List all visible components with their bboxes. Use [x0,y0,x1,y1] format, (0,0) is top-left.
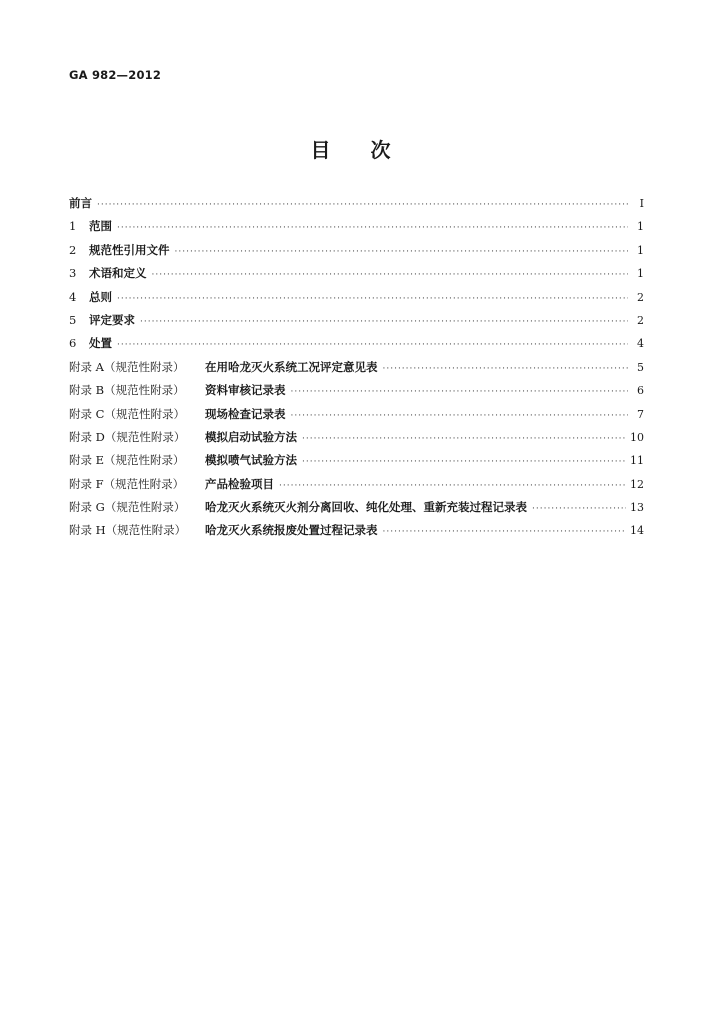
toc-entry[interactable] [69,499,644,522]
table-of-contents [69,195,644,546]
toc-entry-annex-prefix: 附录 A（规范性附录） [69,359,185,374]
toc-entry-label: 前言 [69,196,92,210]
toc-entry-page-number: 13 [630,501,644,515]
toc-entry-annex-prefix: 附录 E（规范性附录） [69,453,185,468]
toc-entry-label: 模拟喷气试验方法 [205,453,297,468]
toc-entry-annex-prefix: 附录 H（规范性附录） [69,523,187,538]
toc-entry-label: 资料审核记录表 [205,383,286,398]
toc-entry-number: 3 [69,266,77,281]
toc-entry-annex-prefix: 附录 C（规范性附录） [69,406,185,421]
toc-entry-label: 哈龙灭火系统灭火剂分离回收、纯化处理、重新充装过程记录表 [205,500,527,515]
toc-entry-annex-prefix: 附录 F（规范性附录） [69,476,185,491]
toc-entry[interactable] [69,522,644,545]
toc-entry-leader-dots [532,504,626,514]
toc-entry-page-number: 2 [637,290,644,304]
toc-entry-number: 6 [69,336,77,351]
toc-entry-page-number: 6 [637,384,644,398]
toc-entry-page-number: 1 [637,267,644,281]
toc-entry-label: 模拟启动试验方法 [205,429,297,444]
toc-entry-annex-prefix: 附录 G（规范性附录） [69,500,186,515]
toc-entry-leader-dots [291,387,629,397]
toc-entry-leader-dots [279,481,626,491]
toc-entry[interactable] [69,195,644,218]
toc-entry-label: 术语和定义 [89,266,147,281]
toc-entry-page-number: I [639,197,644,210]
toc-title: 目次 [310,138,431,162]
toc-entry-label: 总则 [89,289,112,304]
toc-entry-leader-dots [117,223,628,233]
toc-entry-leader-dots [175,247,629,257]
toc-entry-leader-dots [291,411,629,421]
toc-entry-leader-dots [97,200,628,210]
toc-entry-page-number: 1 [637,243,644,257]
toc-entry-label: 在用哈龙灭火系统工况评定意见表 [205,359,378,374]
toc-entry-leader-dots [383,364,629,374]
toc-entry-label: 现场检查记录表 [205,406,286,421]
toc-entry-page-number: 5 [637,360,644,374]
toc-entry-label: 规范性引用文件 [89,242,170,257]
toc-entry-leader-dots [117,340,628,350]
toc-entry[interactable] [69,242,644,265]
toc-entry-number: 4 [69,289,77,304]
toc-entry[interactable] [69,265,644,288]
toc-entry-leader-dots [152,270,629,280]
toc-entry-page-number: 4 [637,337,644,351]
toc-entry-label: 评定要求 [89,312,135,327]
toc-entry[interactable] [69,312,644,335]
toc-entry[interactable] [69,476,644,499]
toc-entry[interactable] [69,359,644,382]
toc-entry[interactable] [69,335,644,358]
toc-entry-annex-prefix: 附录 D（规范性附录） [69,429,186,444]
toc-entry[interactable] [69,406,644,429]
toc-entry-page-number: 7 [637,407,644,421]
toc-entry-leader-dots [302,434,626,444]
toc-entry[interactable] [69,289,644,312]
toc-entry-page-number: 14 [630,524,644,538]
toc-entry[interactable] [69,452,644,475]
toc-entry-label: 范围 [89,219,112,234]
toc-entry-leader-dots [383,527,627,537]
toc-entry-leader-dots [302,457,626,467]
toc-entry-number: 5 [69,312,77,327]
toc-entry-label: 处置 [89,336,112,351]
toc-entry-number: 1 [69,219,77,234]
toc-entry-number: 2 [69,242,77,257]
toc-entry-leader-dots [140,317,628,327]
toc-entry[interactable] [69,429,644,452]
toc-entry[interactable] [69,218,644,241]
document-code: GA 982—2012 [69,68,162,82]
toc-entry-page-number: 2 [637,313,644,327]
toc-entry[interactable] [69,382,644,405]
toc-entry-label: 哈龙灭火系统报废处置过程记录表 [205,523,378,538]
toc-entry-leader-dots [117,294,628,304]
toc-entry-page-number: 11 [630,454,644,468]
toc-entry-label: 产品检验项目 [205,476,274,491]
toc-entry-annex-prefix: 附录 B（规范性附录） [69,383,185,398]
toc-entry-page-number: 1 [637,220,644,234]
toc-entry-page-number: 10 [630,430,644,444]
toc-entry-page-number: 12 [630,477,644,491]
